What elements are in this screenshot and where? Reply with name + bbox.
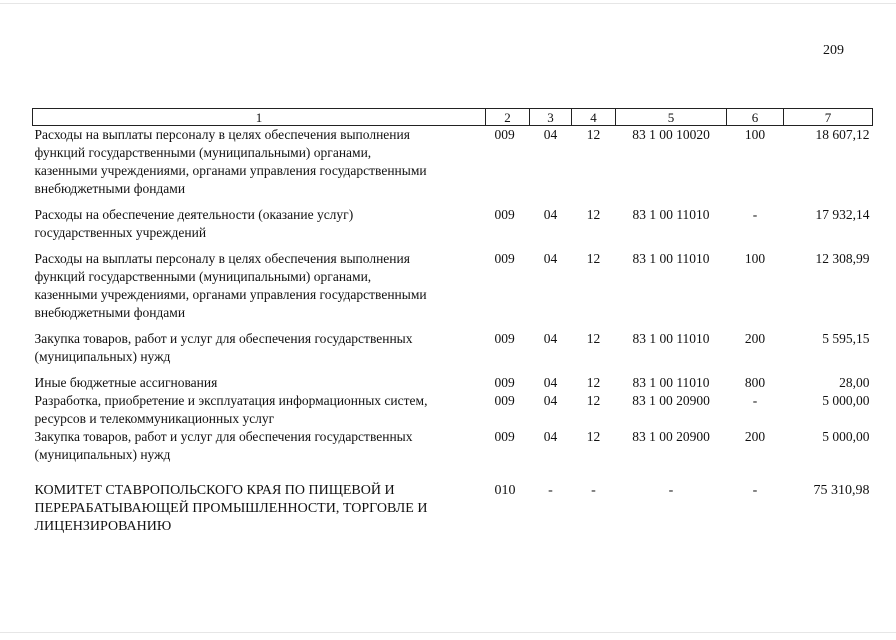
amount-value: 17 932,14 [815, 207, 870, 222]
table-row [33, 374, 873, 392]
row-description: Иные бюджетные ассигнования [34, 375, 218, 390]
ministry-code: 010 [494, 483, 516, 498]
expense-type-code: 200 [744, 331, 766, 346]
subsection-code: 12 [586, 375, 601, 390]
row-description: Закупка товаров, работ и услуг для обеспечения государственных (муниципальных) нужд [34, 429, 413, 462]
amount-value: 5 000,00 [822, 393, 870, 408]
section-code: 04 [543, 207, 558, 222]
table-header-row [33, 109, 873, 126]
column-header: 1 [33, 109, 486, 126]
ministry-code: 009 [494, 331, 515, 346]
column-header: 6 [727, 109, 784, 126]
target-article-code: 83 1 00 11010 [632, 251, 710, 266]
scan-edge-bottom [0, 632, 896, 633]
subsection-code: 12 [586, 429, 601, 444]
table-row [33, 250, 873, 330]
scan-edge-top [0, 3, 896, 4]
row-description: Закупка товаров, работ и услуг для обеспечения государственных (муниципальных) нужд [34, 331, 413, 364]
expense-type-code: 100 [744, 251, 766, 266]
column-header: 7 [784, 109, 873, 126]
ministry-code: 009 [494, 251, 515, 266]
section-code: 04 [543, 393, 558, 408]
target-article-code: 83 1 00 20900 [632, 429, 710, 444]
row-description: Разработка, приобретение и эксплуатация информационных систем, ресурсов и телекоммуникационных услуг [34, 393, 428, 426]
target-article-code: - [668, 483, 674, 498]
section-code: - [548, 483, 553, 498]
target-article-code: 83 1 00 11010 [632, 207, 710, 222]
target-article-code: 83 1 00 11010 [632, 375, 710, 390]
section-code: 04 [543, 429, 558, 444]
subsection-code: 12 [586, 393, 601, 408]
section-code: 04 [543, 375, 558, 390]
amount-value: 75 310,98 [813, 483, 870, 498]
amount-value: 12 308,99 [815, 251, 870, 266]
subsection-code: 12 [586, 207, 601, 222]
amount-value: 5 595,15 [822, 331, 870, 346]
column-header: 5 [616, 109, 727, 126]
ministry-code: 009 [494, 127, 515, 142]
ministry-code: 009 [494, 393, 515, 408]
column-header: 3 [530, 109, 572, 126]
committee-row [33, 472, 873, 536]
table-row [33, 330, 873, 374]
subsection-code: - [591, 483, 596, 498]
expense-type-code: - [752, 207, 758, 222]
expense-type-code: 800 [744, 375, 766, 390]
target-article-code: 83 1 00 11010 [632, 331, 710, 346]
table-row [33, 392, 873, 428]
expense-type-code: - [752, 483, 758, 498]
target-article-code: 83 1 00 10020 [632, 127, 710, 142]
subsection-code: 12 [586, 127, 601, 142]
subsection-code: 12 [586, 331, 601, 346]
subsection-code: 12 [586, 251, 601, 266]
section-code: 04 [543, 127, 558, 142]
row-description: Расходы на обеспечение деятельности (оказание услуг) государственных учреждений [34, 207, 354, 240]
ministry-code: 009 [494, 207, 515, 222]
amount-value: 18 607,12 [815, 127, 870, 142]
amount-value: 5 000,00 [822, 429, 870, 444]
budget-table [32, 108, 873, 536]
expense-type-code: 200 [744, 429, 766, 444]
amount-value: 28,00 [839, 375, 870, 390]
row-description: Расходы на выплаты персоналу в целях обеспечения выполнения функций государственными (муниципальными) органами, казенными учреждениями, органами управления государственными внебюджетными фондами [34, 127, 427, 196]
target-article-code: 83 1 00 20900 [632, 393, 710, 408]
table-row [33, 206, 873, 250]
column-header: 2 [486, 109, 530, 126]
ministry-code: 009 [494, 429, 515, 444]
section-code: 04 [543, 251, 558, 266]
expense-type-code: - [752, 393, 758, 408]
expense-type-code: 100 [744, 127, 766, 142]
table-row [33, 126, 873, 207]
column-header: 4 [572, 109, 616, 126]
row-description: Расходы на выплаты персоналу в целях обеспечения выполнения функций государственными (муниципальными) органами, казенными учреждениями, органами управления государственными внебюджетными фондами [34, 251, 427, 320]
section-code: 04 [543, 331, 558, 346]
ministry-code: 009 [494, 375, 515, 390]
table-row [33, 428, 873, 472]
page-number: 209 [823, 43, 844, 58]
committee-name: КОМИТЕТ СТАВРОПОЛЬСКОГО КРАЯ ПО ПИЩЕВОЙ И ПЕРЕРАБАТЫВАЮЩЕЙ ПРОМЫШЛЕННОСТИ, ТОРГОВЛЕ И ЛИЦЕНЗИРОВАНИЮ [34, 483, 428, 534]
